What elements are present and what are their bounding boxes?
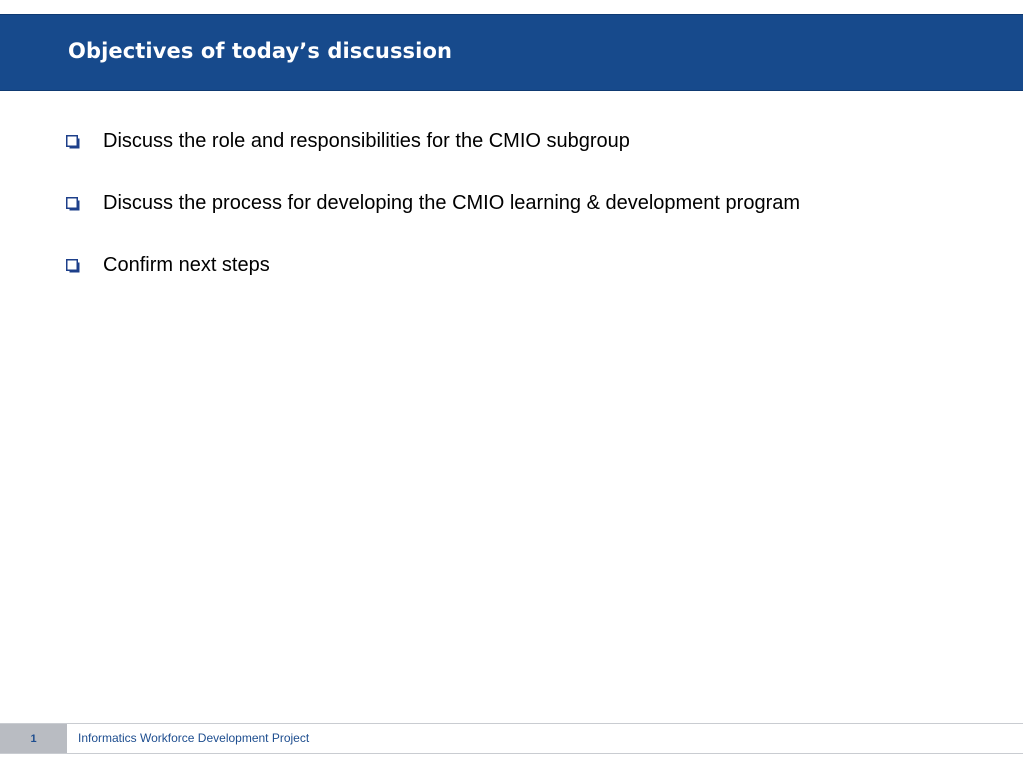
hollow-square-bullet-icon: [66, 259, 80, 273]
footer-project-name: Informatics Workforce Development Project: [78, 731, 310, 745]
bullet-text: Discuss the process for developing the CMIO learning & development program: [103, 192, 801, 214]
hollow-square-bullet-icon: [66, 197, 80, 211]
slide-title: Objectives of today’s discussion: [68, 39, 453, 63]
bullet-text: Discuss the role and responsibilities for the CMIO subgroup: [103, 130, 630, 152]
slide-footer: [0, 723, 1023, 754]
hollow-square-bullet-icon: [66, 135, 80, 149]
page-number: 1: [30, 732, 37, 745]
bullet-text: Confirm next steps: [103, 254, 270, 276]
page-number-box: [0, 724, 67, 753]
title-bar: [0, 14, 1023, 91]
